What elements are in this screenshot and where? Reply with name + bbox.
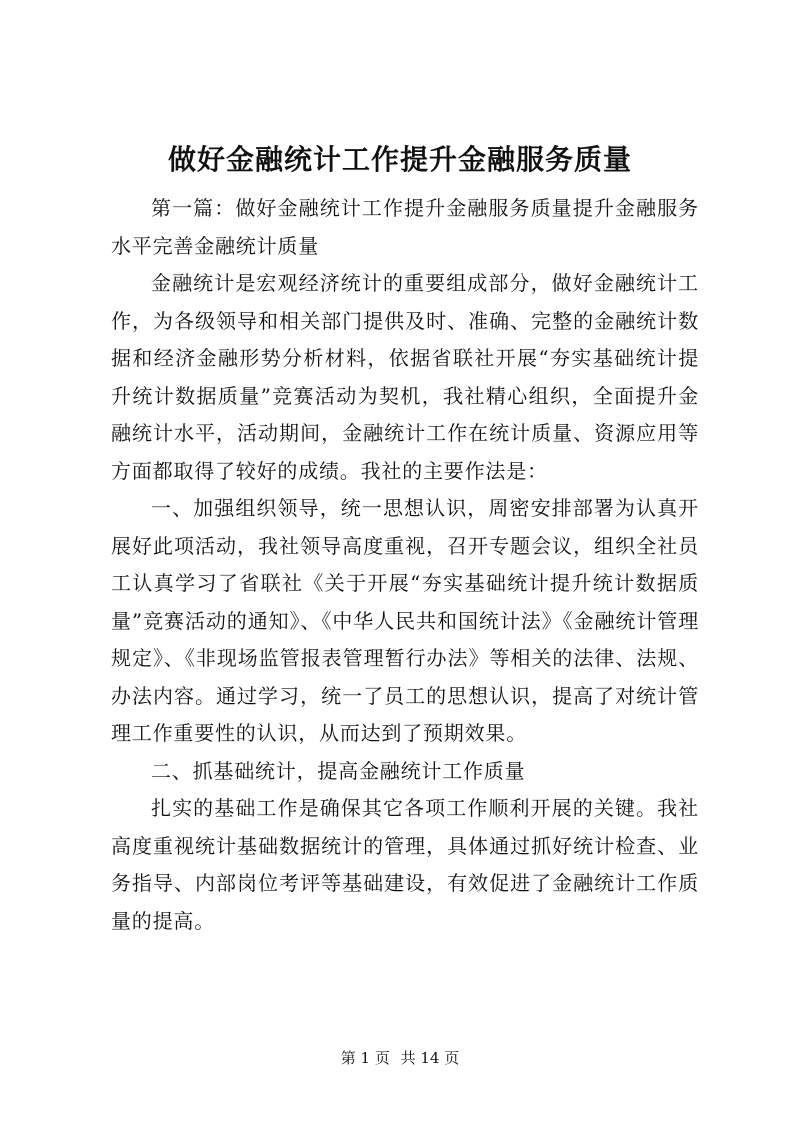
paragraph-section-two-body: 扎实的基础工作是确保其它各项工作顺利开展的关键。我社高度重视统计基础数据统计的管理，具体通过抓好统计检查、业务指导、内部岗位考评等基础建设，有效促进了金融统计工作质量的提高。	[111, 796, 699, 933]
page-number: 第 1 页	[340, 1049, 390, 1067]
paragraph-subtitle: 第一篇：做好金融统计工作提升金融服务质量提升金融服务水平完善金融统计质量	[111, 196, 699, 258]
paragraph-section-two-heading: 二、抓基础统计，提高金融统计工作质量	[151, 758, 526, 783]
document-body	[111, 190, 699, 940]
paragraph-intro: 金融统计是宏观经济统计的重要组成部分，做好金融统计工作，为各级领导和相关部门提供及时、准确、完整的金融统计数据和经济金融形势分析材料，依据省联社开展“夯实基础统计提升统计数据质量”竞赛活动为契机，我社精心组织，全面提升金融统计水平，活动期间，金融统计工作在统计质量、资源应用等方面都取得了较好的成绩。我社的主要作法是：	[111, 271, 699, 483]
page-footer	[0, 1048, 800, 1068]
page-total: 共 14 页	[400, 1049, 460, 1067]
document-title: 做好金融统计工作提升金融服务质量	[167, 143, 632, 176]
paragraph-section-one: 一、加强组织领导，统一思想认识，周密安排部署为认真开展好此项活动，我社领导高度重视，召开专题会议，组织全社员工认真学习了省联社《关于开展“夯实基础统计提升统计数据质量”竞赛活动的通知》、《中华人民共和国统计法》《金融统计管理规定》、《非现场监管报表管理暂行办法》等相关的法律、法规、办法内容。通过学习，统一了员工的思想认识，提高了对统计管理工作重要性的认识，从而达到了预期效果。	[111, 496, 699, 745]
